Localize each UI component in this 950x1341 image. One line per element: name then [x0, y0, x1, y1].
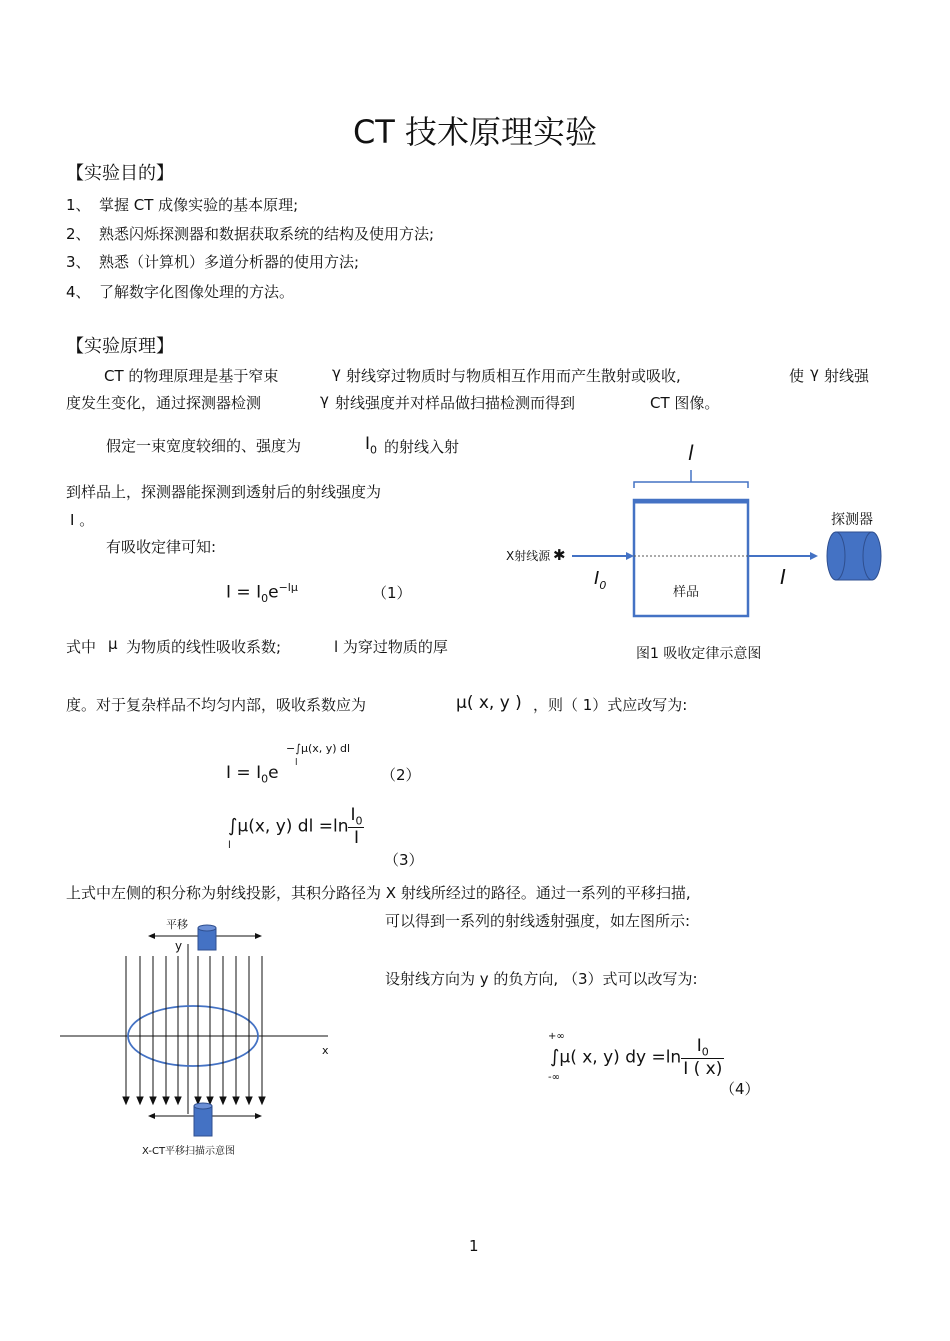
- source-cylinder: [198, 925, 216, 950]
- detector-cylinder: [194, 1103, 212, 1136]
- page-title: CT 技术原理实验: [352, 113, 598, 151]
- para10: 可以得到一系列的射线透射强度，如左图所示:: [385, 912, 691, 930]
- principle-heading: 【实验原理】: [66, 336, 174, 357]
- mu-symbol: μ: [108, 635, 118, 653]
- equation-1: $I = I_0e^{-l\mu}$: [226, 581, 298, 606]
- translate-arrow-bottom-right-head: [255, 1113, 262, 1119]
- gamma-symbol: γ: [320, 391, 329, 409]
- para1-part-b: 射线穿过物质时与物质相互作用而产生散射或吸收,: [346, 367, 681, 385]
- purpose-item-2-num: 2、: [66, 225, 91, 243]
- purpose-item-3: 熟悉（计算机）多道分析器的使用方法;: [99, 253, 360, 271]
- page-number: 1: [469, 1237, 479, 1255]
- para5: I 。: [70, 511, 95, 529]
- purpose-heading: 【实验目的】: [66, 163, 174, 184]
- equation-2: $I = I_0e$: [226, 763, 279, 786]
- equation-2-label: （2）: [381, 766, 421, 784]
- para4: 到样品上，探测器能探测到透射后的射线强度为: [66, 483, 382, 501]
- incident-intensity-label: $I_0$: [594, 568, 607, 592]
- para2-part-b: 射线强度并对样品做扫描检测而得到: [335, 394, 576, 412]
- translate-arrow-right-head: [255, 933, 262, 939]
- para1-part-a: CT 的物理原理是基于窄束: [104, 367, 279, 385]
- para1-part-d: 射线强: [824, 367, 870, 385]
- i0-symbol: $I_0$: [365, 434, 378, 457]
- equation-4-upper-limit: +∞: [548, 1031, 565, 1042]
- purpose-item-2: 熟悉闪烁探测器和数据获取系统的结构及使用方法;: [99, 225, 435, 243]
- figure-2-caption: X-CT平移扫描示意图: [142, 1146, 236, 1157]
- purpose-item-1: 掌握 CT 成像实验的基本原理;: [99, 196, 299, 214]
- equation-1-label: （1）: [372, 584, 412, 602]
- gamma-symbol: γ: [810, 364, 819, 382]
- detector-label: 探测器: [831, 512, 873, 528]
- equation-4-label: （4）: [720, 1080, 760, 1098]
- detector-cylinder: [827, 532, 881, 580]
- figure-1-caption: 图1 吸收定律示意图: [636, 646, 762, 662]
- gamma-symbol: γ: [332, 364, 341, 382]
- translate-arrow-left-head: [148, 933, 155, 939]
- equation-2-exponent: −∫μ(x, y) dl: [286, 742, 351, 755]
- purpose-item-3-num: 3、: [66, 253, 91, 271]
- purpose-item-4-num: 4、: [66, 283, 91, 301]
- thickness-label: l: [688, 441, 694, 465]
- translate-label: 平移: [166, 918, 188, 931]
- source-star: ✱: [553, 546, 566, 564]
- para2-part-c: CT 图像。: [650, 394, 720, 412]
- transmitted-intensity-label: I: [780, 565, 786, 589]
- para3-part-a: 假定一束宽度较细的、强度为: [106, 437, 302, 455]
- equation-3: ∫μ(x, y) dl =ln $\frac{I_0}{I}$: [228, 805, 363, 849]
- equation-4-lower-limit: -∞: [548, 1072, 560, 1083]
- mu-xy-symbol: μ( x, y ): [456, 693, 522, 713]
- scan-rays: [123, 956, 265, 1104]
- para2-part-a: 度发生变化，通过探测器检测: [66, 394, 262, 412]
- equation-3-path: l: [228, 840, 231, 851]
- x-axis-label: x: [322, 1044, 329, 1057]
- para8-part-b: ，则（ 1）式应改写为:: [533, 696, 688, 714]
- para7-part-c: l 为穿过物质的厚: [334, 638, 448, 656]
- para8-part-a: 度。对于复杂样品不均匀内部，吸收系数应为: [66, 696, 367, 714]
- para1-part-c: 使: [789, 367, 805, 385]
- purpose-item-1-num: 1、: [66, 196, 91, 214]
- para11: 设射线方向为 y 的负方向, （3）式可以改写为:: [385, 970, 698, 988]
- para7-part-b: 为物质的线性吸收系数;: [126, 638, 282, 656]
- para7-part-a: 式中: [66, 638, 97, 656]
- transmitted-arrowhead: [810, 552, 818, 560]
- para6: 有吸收定律可知:: [106, 538, 217, 556]
- equation-4: ∫μ( x, y) dy =ln $\frac{I_0}{I ( x)}$: [550, 1036, 723, 1080]
- purpose-item-4: 了解数字化图像处理的方法。: [99, 283, 295, 301]
- para3-part-b: 的射线入射: [384, 438, 460, 456]
- figure-1-absorption-diagram: [498, 436, 898, 668]
- source-label: X射线源: [506, 549, 551, 563]
- sample-label: 样品: [673, 585, 700, 600]
- y-axis-label: y: [175, 939, 183, 953]
- equation-3-label: （3）: [384, 851, 424, 869]
- para9: 上式中左侧的积分称为射线投影，其积分路径为 X 射线所经过的路径。通过一系列的平移扫描,: [66, 884, 691, 902]
- equation-2-path: l: [295, 758, 298, 768]
- thickness-bracket: [634, 482, 748, 488]
- translate-arrow-bottom-left-head: [148, 1113, 155, 1119]
- figure-2-translation-scan: [58, 914, 348, 1162]
